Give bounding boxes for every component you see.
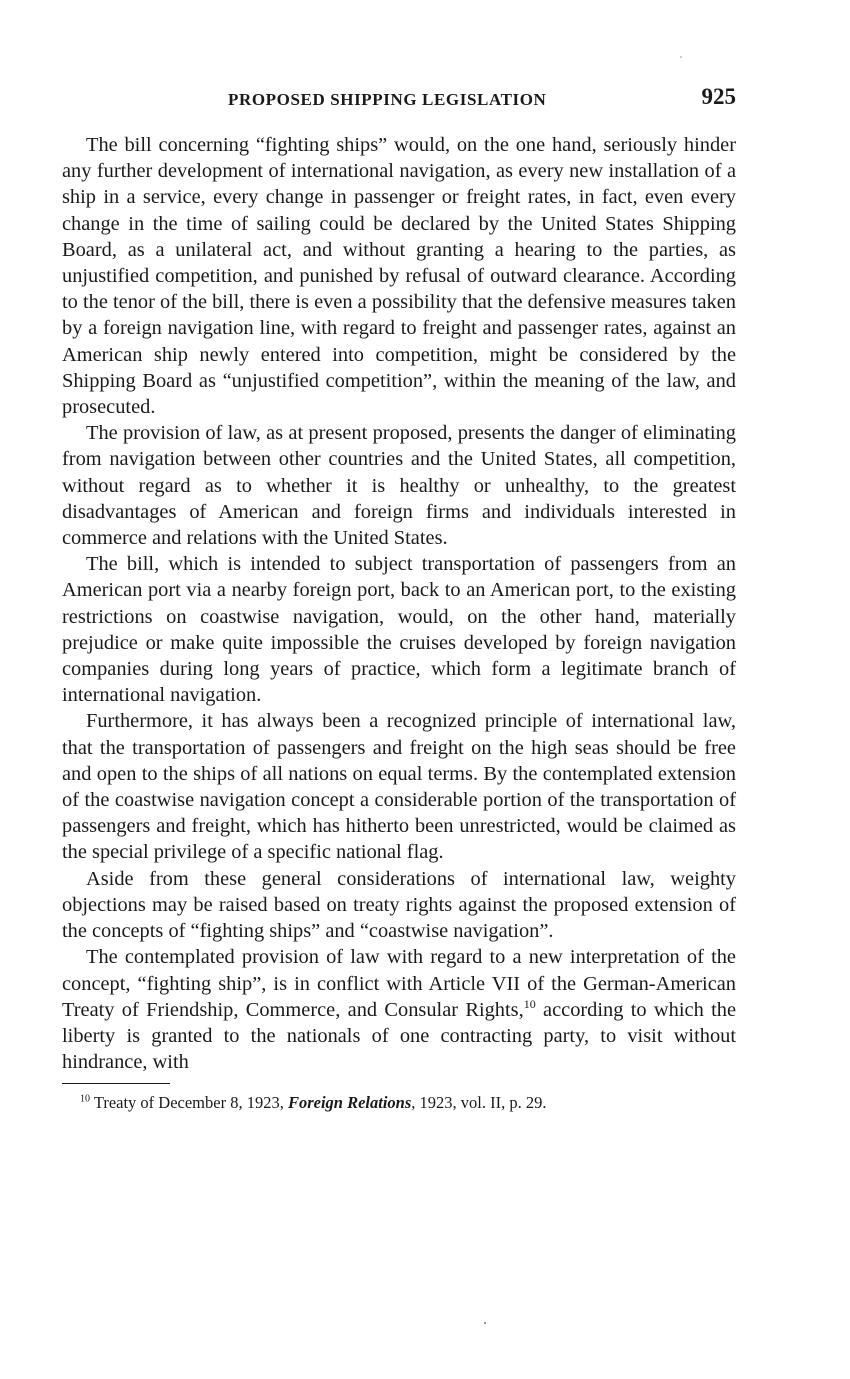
- running-head: [62, 84, 736, 120]
- paragraph-provision-of-law: The provision of law, as at present proposed, presents the danger of eliminating from navigation between other countries and the United States, all competition, without regard as to whether it is healthy or unhealthy, to the greatest disadvantages of American and foreign firms and individuals interested in commerce and relations with the United States.: [62, 422, 736, 550]
- document-page: [62, 84, 736, 1113]
- footnote: [62, 1093, 736, 1113]
- footnote-text: , 1923, vol. II, p. 29.: [411, 1093, 547, 1113]
- footnote-divider: [62, 1083, 170, 1084]
- paragraph-fighting-ships: The bill concerning “fighting ships” would, on the one hand, seriously hinder any further development of international navigation, as every new installation of a ship in a service, every change in passenger or freight rates, in fact, even every change in the time of sailing could be declared by the United States Shipping Board, as a unilateral act, and without granting a hearing to the parties, as unjustified competition, and punished by refusal of outward clearance. According to the tenor of the bill, there is even a possibility that the defensive measures taken by a foreign navigation line, with regard to freight and passenger rates, against an American ship newly entered into competition, might be considered by the Shipping Board as “unjustified competition”, within the meaning of the law, and prosecuted.: [62, 134, 736, 419]
- paragraph-text: The contemplated provision of law with regard to a new interpretation of the concept, “fighting ship”, is in conflict with Article VII of the German-American Treaty of Friendship, Commerce, and Consular Rights,: [62, 946, 736, 1021]
- footnote-text: Treaty of December 8, 1923,: [93, 1093, 288, 1113]
- footnote-mark: 10: [80, 1093, 90, 1105]
- paragraph-text: according to which the liberty is granted to the nationals of one contracting party, to visit without hindrance, with: [62, 998, 736, 1074]
- body-text: [62, 132, 736, 1075]
- scan-speck: [484, 1322, 486, 1324]
- paragraph-international-law: Furthermore, it has always been a recognized principle of international law, that the transportation of passengers and freight on the high seas should be free and open to the ships of all nations on equal terms. By the contemplated extension of the coastwise navigation concept a considerable portion of the transportation of passengers and freight, which has hitherto been unrestricted, would be claimed as the special privilege of a specific national flag.: [62, 710, 736, 864]
- paragraph-treaty-rights: Aside from these general considerations of international law, weighty objections may be raised based on treaty rights against the proposed extension of the concepts of “fighting ships” and “coastwise navigation”.: [62, 867, 736, 943]
- footnote-reference: 10: [523, 996, 536, 1011]
- scan-speck: [680, 56, 682, 58]
- paragraph-article-vii: [62, 944, 736, 1075]
- paragraph-cruises: The bill, which is intended to subject transportation of passengers from an American port via a nearby foreign port, back to an American port, to the existing restrictions on coastwise navigation, would, on the other hand, materially prejudice or make quite impossible the cruises developed by foreign navigation companies during long years of practice, which form a legitimate branch of international navigation.: [62, 553, 736, 707]
- page-number: 925: [701, 84, 736, 109]
- footnote-source-title: Foreign Relations: [287, 1093, 412, 1113]
- running-title: PROPOSED SHIPPING LEGISLATION: [228, 90, 547, 109]
